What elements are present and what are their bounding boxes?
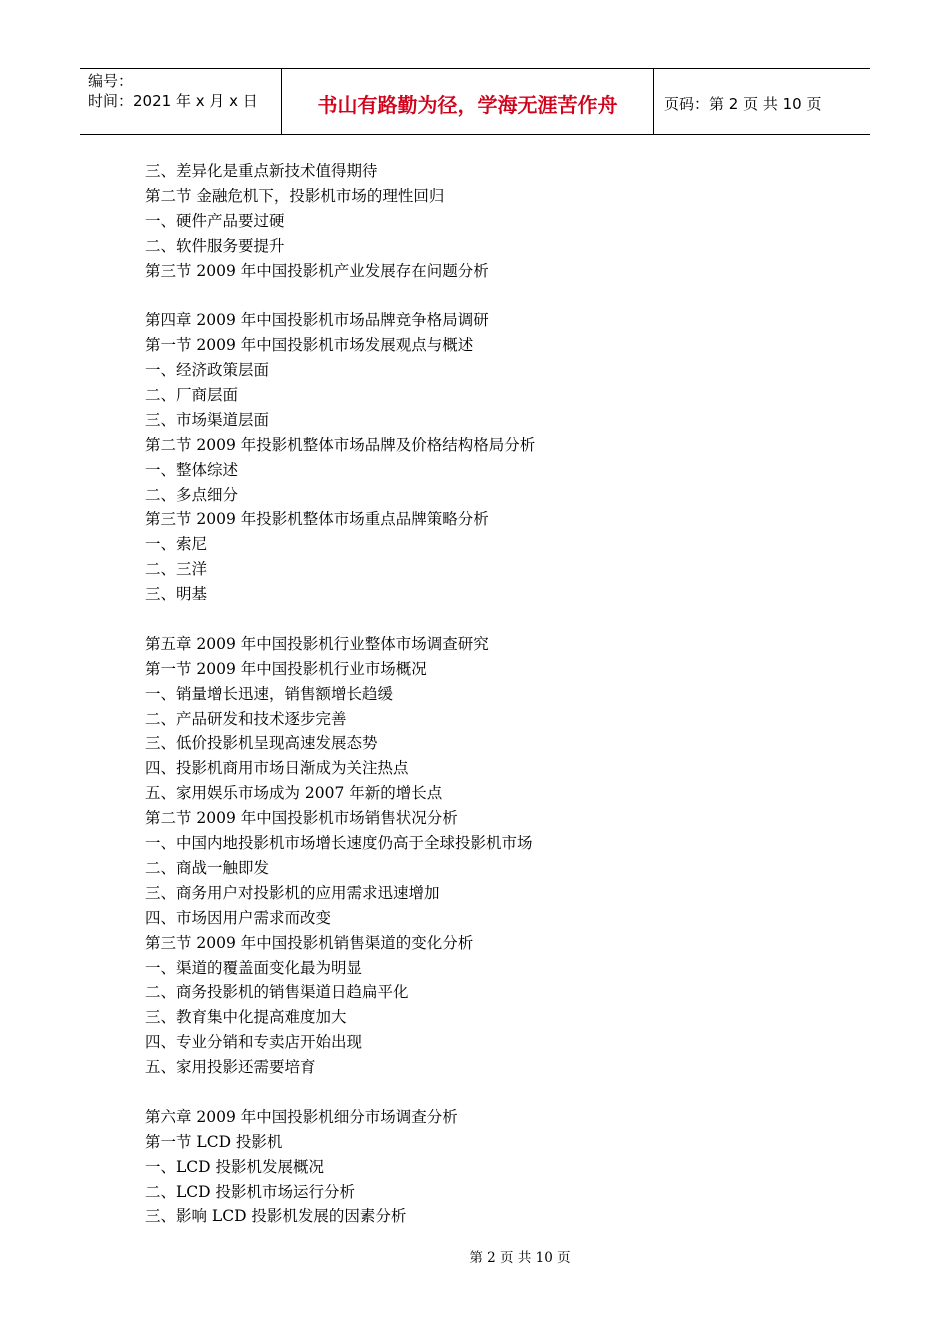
toc-line: 二、软件服务要提升 <box>145 236 285 255</box>
toc-line: 三、商务用户对投影机的应用需求迅速增加 <box>145 883 440 902</box>
document-body <box>145 159 845 1229</box>
toc-line: 第一节 2009 年中国投影机行业市场概况 <box>145 659 427 678</box>
toc-line: 第三节 2009 年投影机整体市场重点品牌策略分析 <box>145 510 489 529</box>
blank-line <box>145 607 845 632</box>
toc-line: 三、市场渠道层面 <box>145 410 270 429</box>
toc-line: 二、LCD 投影机市场运行分析 <box>145 1182 356 1201</box>
toc-line: 五、家用娱乐市场成为 2007 年新的增长点 <box>145 784 443 803</box>
toc-line: 一、渠道的覆盖面变化最为明显 <box>145 958 363 977</box>
header-motto: 书山有路勤为径，学海无涯苦作舟 <box>282 69 654 134</box>
document-number-label: 编号： <box>88 72 134 90</box>
blank-line <box>145 1080 845 1105</box>
document-date-label: 时间：2021 年 x 月 x 日 <box>88 92 258 110</box>
toc-line: 第三节 2009 年中国投影机销售渠道的变化分析 <box>145 933 474 952</box>
toc-line: 四、市场因用户需求而改变 <box>145 908 332 927</box>
toc-line: 第四章 2009 年中国投影机市场品牌竞争格局调研 <box>145 311 489 330</box>
toc-line: 第二节 2009 年投影机整体市场品牌及价格结构格局分析 <box>145 435 536 454</box>
toc-line: 一、LCD 投影机发展概况 <box>145 1157 325 1176</box>
toc-line: 五、家用投影还需要培育 <box>145 1058 316 1077</box>
toc-line: 第一节 LCD 投影机 <box>145 1132 283 1151</box>
toc-line: 二、厂商层面 <box>145 386 239 405</box>
header-meta <box>80 69 282 134</box>
toc-line: 一、销量增长迅速，销售额增长趋缓 <box>145 684 394 703</box>
toc-line: 二、商务投影机的销售渠道日趋扁平化 <box>145 983 409 1002</box>
toc-line: 第六章 2009 年中国投影机细分市场调查分析 <box>145 1107 458 1126</box>
toc-line: 第五章 2009 年中国投影机行业整体市场调查研究 <box>145 634 489 653</box>
toc-line: 三、低价投影机呈现高速发展态势 <box>145 734 378 753</box>
toc-line: 第二节 金融危机下，投影机市场的理性回归 <box>145 186 445 205</box>
page-footer: 第 2 页 共 10 页 <box>469 1250 571 1266</box>
toc-line: 一、索尼 <box>145 535 208 554</box>
header-page-info: 页码：第 2 页 共 10 页 <box>664 95 822 113</box>
toc-line: 一、中国内地投影机市场增长速度仍高于全球投影机市场 <box>145 834 533 853</box>
page-header <box>80 68 870 135</box>
toc-line: 四、投影机商用市场日渐成为关注热点 <box>145 759 409 778</box>
toc-line: 三、差异化是重点新技术值得期待 <box>145 162 378 180</box>
toc-line: 二、商战一触即发 <box>145 858 270 877</box>
toc-line: 一、硬件产品要过硬 <box>145 211 285 230</box>
toc-line: 三、影响 LCD 投影机发展的因素分析 <box>145 1207 407 1226</box>
toc-line: 二、产品研发和技术逐步完善 <box>145 709 347 728</box>
blank-line <box>145 283 845 308</box>
toc-line: 三、教育集中化提高难度加大 <box>145 1008 347 1027</box>
toc-line: 第一节 2009 年中国投影机市场发展观点与概述 <box>145 336 474 355</box>
toc-line: 三、明基 <box>145 585 208 604</box>
toc-line: 一、经济政策层面 <box>145 361 270 380</box>
toc-line: 一、整体综述 <box>145 460 239 479</box>
toc-line: 四、专业分销和专卖店开始出现 <box>145 1033 363 1052</box>
toc-line: 第三节 2009 年中国投影机产业发展存在问题分析 <box>145 261 489 280</box>
toc-line: 第二节 2009 年中国投影机市场销售状况分析 <box>145 809 458 828</box>
toc-line: 二、多点细分 <box>145 485 239 504</box>
toc-line: 二、三洋 <box>145 560 208 579</box>
